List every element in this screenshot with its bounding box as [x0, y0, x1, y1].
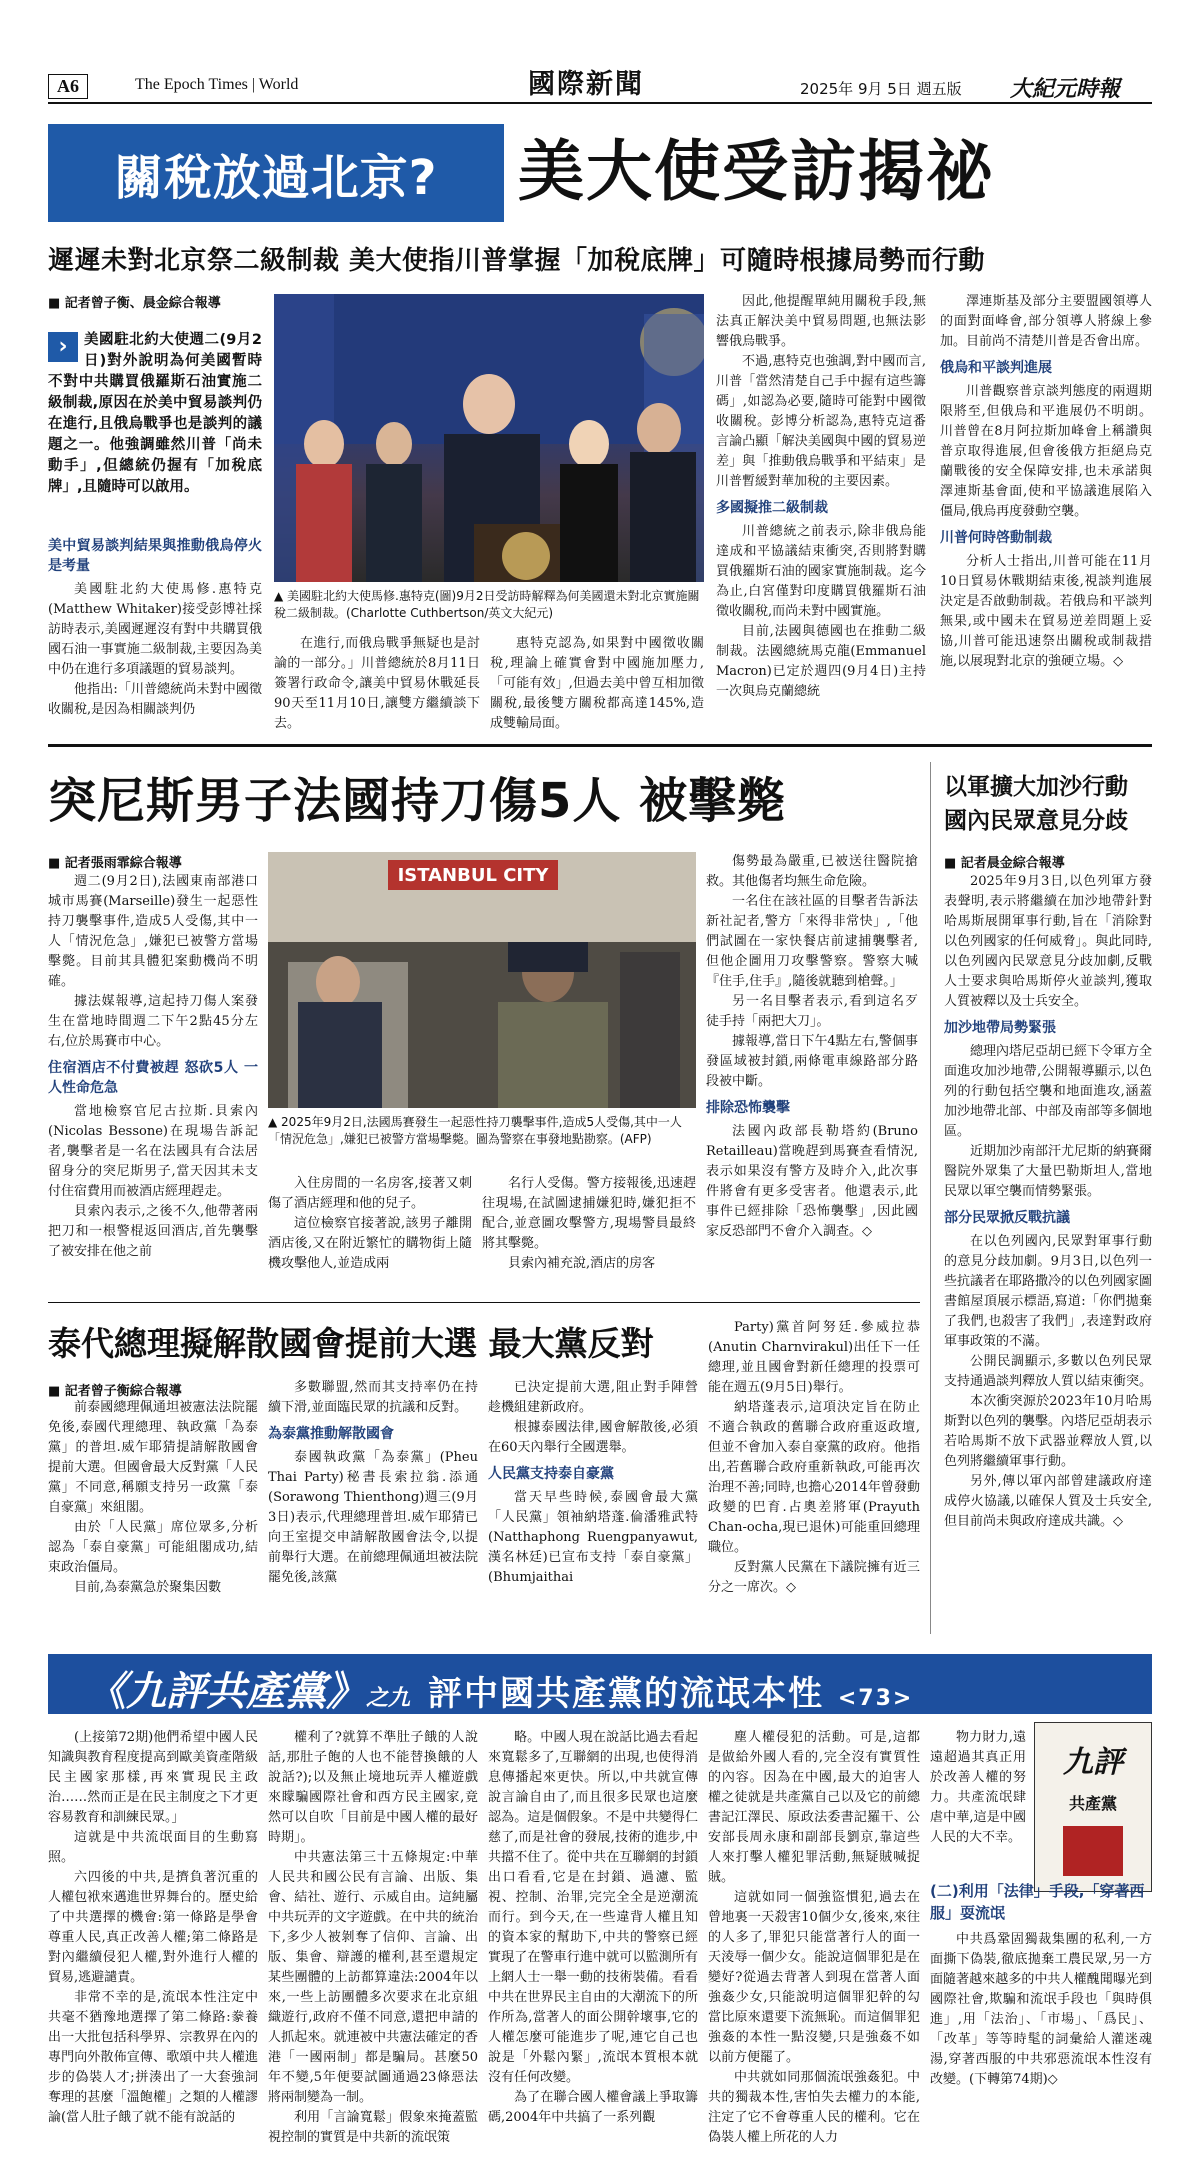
issue-date: 2025年 9月 5日 週五版 — [800, 80, 962, 98]
side-headline: 以軍擴大加沙行動 國內民眾意見分歧 — [944, 774, 1128, 834]
thai-byline: ■ 記者曾子衡綜合報導 — [48, 1384, 182, 1399]
thai-col4: Party)黨首阿努廷.參威拉恭(Anutin Charnvirakul)出任下一任總理,並且國會對新任總理的投票可能在週五(9月5日)舉行。 納塔蓬表示,這項決定旨在防止不適合執政的舊聯合政府重返政壇,但並不會加入泰自豪黨的政府。他指出,若舊聯合政府重新執政,可能再次治理不善;同時,也擔心2014年曾發動政變的巴育.占奧差將軍(Prayuth Chan-ocha,現已退休)可能重回總理職位。 反對黨人民黨在下議院擁有近三分之一席次。◇ — [708, 1320, 920, 1595]
series-col5a: 物力財力,遠遠超過其真正用於改善人權的努力。共產流氓肆虐中華,這是中國人民的大不幸。 — [930, 1730, 1026, 1845]
section-rule — [48, 744, 1152, 747]
series-subheading: (二)利用「法律」手段,「穿著西服」耍流氓 — [930, 1882, 1145, 1922]
arrow-icon: › — [48, 332, 78, 362]
series-col2: 權利了?就算不準肚子餓的人說話,那肚子飽的人也不能替換餓的人說話?);以及無止境地玩弄人權遊戲來矇騙國際社會和西方民主國家,竟然可以自吹「目前是中國人權的最好時期」。 中共憲法第三十五條規定:中華人民共和國公民有言論、出版、集會、結社、遊行、示威自由。這純屬中共玩弄的文字遊戲。在中共的統治下,多少人被剝奪了信仰、言論、出版、集會、辯護的權利,甚至還規定某些團體的上訪都算違法:2004年以來,一些上訪團體多次要求在北京組織遊行,政府不僅不同意,還把申請的人抓起來。就連被中共憲法確定的香港「一國兩制」都是騙局。甚麼50年不變,5年便要試圖通過23條惡法將兩制變為一制。 利用「言論寬鬆」假象來掩蓋監視控制的實質是中共新的流氓策 — [268, 1730, 478, 2145]
thai-rule — [48, 1302, 920, 1303]
series-title: 《九評共產黨》之九 — [86, 1668, 411, 1715]
book-title: 九評 — [1063, 1745, 1123, 1780]
page-number: A6 — [48, 74, 88, 99]
top-col4: 因此,他提醒單純用關稅手段,無法真正解決美中貿易問題,也無法影響俄烏戰爭。 不過,惠特克也強調,對中國而言,川普「當然清楚自己手中握有這些籌碼」,如認為必要,隨時可能對中國徵收關稅。彭博分析認為,惠特克這番言論凸顯「解決美國與中國的貿易逆差」與「推動俄烏戰爭和平結束」是川普暫緩對華加稅的主要因素。 多國擬推二級制裁 川普總統之前表示,除非俄烏能達成和平協議結束衝突,否則將對購買俄羅斯石油的國家實施制裁。迄今為止,白宮僅對印度購買俄羅斯石油徵收關稅,而尚未對中國實施。 目前,法國與德國也在推動二級制裁。法國總統馬克龍(Emmanuel Macron)已定於週四(9月4日)主持一次與烏克蘭總統 — [716, 294, 926, 699]
mid-caption: ▲ 2025年9月2日,法國馬賽發生一起惡性持刀襲擊事件,造成5人受傷,其中一人「情況危急」,嫌犯已被警方當場擊斃。圖為警察在事發地點勘察。(AFP) — [268, 1115, 682, 1146]
thai-headline: 泰代總理擬解散國會提前大選 最大黨反對 — [48, 1324, 654, 1363]
kicker-box: 關稅放過北京? — [48, 124, 504, 222]
top-byline: ■ 記者曾子衡、晨金綜合報導 — [48, 296, 221, 311]
series-col5b: 中共爲鞏固獨裁集團的私利,一方面撕下偽裝,徹底拋棄工農民眾,另一方面隨著越來越多的中共人權醜聞曝光到國際社會,欺騙和流氓手段也「與時俱進」,用「法治」、「市場」、「爲民」、「改革」等等時髦的詞彙給人灌迷魂湯,穿著西服的中共邪惡流氓本性沒有改變。(下轉第74期)◇ — [930, 1932, 1152, 2087]
top-photo — [274, 294, 704, 582]
top-col3b: 惠特克認為,如果對中國徵收關稅,理論上確實會對中國施加壓力,「可能有效」,但過去美中曾互相加徵關稅,最後雙方關稅都高達145%,造成雙輸局面。 — [490, 636, 704, 730]
section-title: 國際新聞 — [528, 69, 644, 100]
series-col1: (上接第72期)他們希望中國人民知識與教育程度提高到歐美資產階級民主國家那樣,再來實現民主政治……然而正是在民主制度之下才更容易教育和訓練民眾。」 這就是中共流氓面目的生動寫照。 六四後的中共,是擠負著沉重的人權包袱來邁進世界舞台的。歷史給了中共選擇的機會:第一條路是學會尊重人民,真正改善人權;第二條路是對內繼續侵犯人權,對外進行人權的貿易,逃避譴責。 非常不幸的是,流氓本性注定中共毫不猶豫地選擇了第二條路:豢養出一大批包括科學界、宗教界在內的專門向外散佈宣傳、歌頌中共人權進步的偽裝人才;拼湊出了一大套強詞奪理的甚麼「溫飽權」之類的人權謬論(當人肚子餓了就不能有說話的 — [48, 1730, 258, 2125]
sidebar-divider — [930, 762, 931, 1634]
book-cover — [1034, 1722, 1152, 1892]
top-col1: 美中貿易談判結果與推動俄烏停火是考量 美國駐北約大使馬修.惠特克(Matthew Whitaker)接受彭博社採訪時表示,美國遲遲沒有對中共購買俄國石油一事實施二級制裁,主要因為美中仍在進行多項議題的貿易談判。 他指出:「川普總統尚未對中國徵收關稅,是因為相關談判仍 — [48, 538, 262, 717]
police-scene-photo — [268, 852, 696, 1108]
mid-col3: 傷勢最為嚴重,已被送往醫院搶救。其他傷者均無生命危險。 一名住在該社區的目擊者告訴法新社記者,警方「來得非常快」,「他們試圖在一家快餐店前逮捕襲擊者,但他企圖用刀攻擊警察。警察大喊『住手,住手』,隨後就聽到槍聲。」 另一名目擊者表示,看到這名歹徒手持「兩把大刀」。 據報導,當日下午4點左右,警個事發區域被封鎖,兩條電車線路部分路段被中斷。 排除恐怖襲擊 法國內政部長勒塔約(Bruno Retailleau)當晚趕到馬賽查看情況,表示如果沒有警方及時介入,此次事件將會有更多受害者。他還表示,此事件已經排除「恐怖襲擊」,因此國家反恐部門不會介入調查。◇ — [706, 854, 918, 1239]
brand-name: The Epoch Times | World — [135, 76, 299, 93]
mid-headline: 突尼斯男子法國持刀傷5人 被擊斃 — [48, 773, 787, 829]
mid-col2a: 入住房間的一名房客,接著又刺傷了酒店經理和他的兒子。 這位檢察官接著說,該男子離開酒店後,又在附近繁忙的購物街上隨機攻擊他人,並造成兩 — [268, 1176, 472, 1271]
masthead-logo: 大紀元時報 — [1010, 76, 1121, 102]
series-subtitle: 評中國共產黨的流氓本性 <73> — [428, 1674, 914, 1714]
series-col4: 塵人權侵犯的活動。可是,這都是做給外國人看的,完全沒有實質性的內容。因為在中國,最大的迫害人權之徒就是共產黨自己以及它的前總書記江澤民、原政法委書記羅干、公安部長周永康和副部長劉京,靠這些人來打擊人權犯罪活動,無疑賊喊捉賊。 這就如同一個強盜慣犯,過去在曾地裏一天殺害10個少女,後來,來往的人多了,罪犯只能當著行人的面一天淩辱一個少女。能說這個罪犯是在變好?從過去背著人到現在當著人面強姦少女,只能說明這個罪犯幹的勾當比原來還要下流無恥。而這個罪犯強姦的本性一點沒變,只是強姦不如以前方便罷了。 中共就如同那個流氓強姦犯。中共的獨裁本性,害怕失去權力的本能,注定了它不會尊重人民的權利。它在偽裝人權上所花的人力 — [708, 1730, 920, 2145]
top-headline: 美大使受訪揭祕 — [518, 132, 994, 210]
press-conference-photo — [274, 294, 704, 582]
top-caption: ▲ 美國駐北約大使馬修.惠特克(圖)9月2日受訪時解釋為何美國還未對北京實施關稅二級制裁。(Charlotte Cuthbertson/英文大紀元) — [274, 589, 700, 620]
mid-col2b: 名行人受傷。警方接報後,迅速趕往現場,在試圖逮捕嫌犯時,嫌犯拒不配合,並意圖攻擊警方,現場警員最終將其擊斃。 貝索內補充說,酒店的房客 — [482, 1176, 696, 1271]
mid-photo — [268, 852, 696, 1108]
side-byline: ■ 記者晨金綜合報導 — [944, 856, 1065, 871]
series-col3: 略。中國人現在說話比過去看起來寬鬆多了,互聯網的出現,也使得消息傳播起來更快。所以,中共就宣傳說言論自由了,而且很多民眾也這麼認為。這是個假象。不是中共變得仁慈了,而是社會的發展,技術的進步,中共擋不住了。從中共在互聯網的封鎖出口看看,它是在封鎖、過濾、監視、控制、治罪,完完全全是逆潮流而行。到今天,在一些違背人權且知的資本家的幫助下,中共的警察已經實現了在警車行進中就可以監測所有上網人士一舉一動的技術裝備。看看中共在世界民主自由的大潮流下的所作所為,當著人的面公開幹壞事,它的人權怎麼可能進步了呢,連它自己也說是「外鬆內緊」,流氓本質根本就沒有任何改變。 為了在聯合國人權會議上爭取籌碼,2004年中共搞了一系列觀 — [488, 1730, 698, 2125]
shop-sign: ISTANBUL CITY — [397, 865, 549, 886]
book-subtitle: 共產黨 — [1068, 1794, 1117, 1813]
top-col3a: 在進行,而俄烏戰爭無疑也是討論的一部分。」川普總統於8月11日簽署行政命令,讓美中貿易休戰延長90天至11月10日,讓雙方繼續談下去。 — [274, 636, 480, 730]
side-body: 2025年9月3日,以色列軍方發表聲明,表示將繼續在加沙地帶針對哈馬斯展開軍事行動,旨在「消除對以色列國家的任何威脅」。與此同時,以色列國內民眾意見分歧加劇,反戰人士要求與哈馬斯停火並談判,獲取人質被釋以及士兵安全。 加沙地帶局勢緊張 總理內塔尼亞胡已經下令軍方全面進攻加沙地帶,公開報導顯示,以色列的行動包括空襲和地面進攻,涵蓋加沙地帶北部、中部及南部等多個地區。 近期加沙南部汗尤尼斯的納賽爾醫院外眾集了大量巴勒斯坦人,當地民眾以軍空襲而情勢緊張。 部分民眾掀反戰抗議 在以色列國內,民眾對軍事行動的意見分歧加劇。9月3日,以色列一些抗議者在耶路撒冷的以色列國家圖書館屋頂展示標語,寫道:「你們拋棄了我們,也殺害了我們」,表達對政府軍事政策的不滿。 公開民調顯示,多數以色列民眾支持通過談判釋放人質以結束衝突。 本次衝突源於2023年10月哈馬斯對以色列的襲擊。內塔尼亞胡表示若哈馬斯不放下武器並釋放人質,以色列將繼續軍事行動。 另外,傳以軍內部曾建議政府達成停火協議,以確保人質及士兵安全,但目前尚未與政府達成共識。◇ — [944, 874, 1152, 1529]
top-lead: › 美國駐北約大使週二(9月2日)對外說明為何美國暫時不對中共購買俄羅斯石油實施二級制裁,原因在於美中貿易談判仍在進行,且俄烏戰爭也是談判的議題之一。他強調雖然川普「尚未動手」,但總統仍握有「加稅底牌」,且隨時可以啟用。 — [48, 332, 262, 495]
thai-col2: 多數聯盟,然而其支持率仍在持續下滑,並面臨民眾的抗議和反對。 為泰黨推動解散國會 泰國執政黨「為泰黨」(Pheu Thai Party)秘書長索拉翁.添通(Sorawong Thienthong)週三(9月3日)表示,代理總理普坦.威乍耶猜已向王室提交申請解散國會法令,以提前舉行大選。在前總理佩通坦被法院罷免後,該黨 — [268, 1380, 478, 1585]
top-deck: 遲遲未對北京祭二級制裁 美大使指川普掌握「加稅底牌」可隨時根據局勢而行動 — [48, 246, 986, 276]
top-col5: 澤連斯基及部分主要盟國領導人的面對面峰會,部分領導人將線上參加。目前尚不清楚川普是否會出席。 俄烏和平談判進展 川普觀察普京談判態度的兩週期限將至,但俄烏和平進展仍不明朗。川普曾在8月阿拉斯加峰會上稱讚與普京取得進展,但會後俄方拒絕烏克蘭戰後的安全保障安排,也未承諾與澤連斯基會面,使和平協議進展陷入僵局,俄烏再度發動空襲。 川普何時啓動制裁 分析人士指出,川普可能在11月10日貿易休戰期結束後,視談判進展決定是否啟動制裁。若俄烏和平談判無果,或中國未在貿易逆差問題上妥協,川普可能迅速祭出關稅或制裁措施,以展現對北京的強硬立場。◇ — [940, 294, 1152, 669]
mid-byline: ■ 記者張雨霏綜合報導 — [48, 856, 182, 871]
book-emblem — [1063, 1826, 1123, 1876]
thai-col3: 已決定提前大選,阻止對手陣營趁機組建新政府。 根據泰國法律,國會解散後,必須在60天內舉行全國選舉。 人民黨支持泰自豪黨 當天早些時候,泰國會最大黨「人民黨」領袖納塔蓬.倫潘雅武特(Natthaphong Ruengpanyawut,漢名林廷)已宣布支持「泰自豪黨」(Bhumjaithai — [488, 1380, 698, 1585]
thai-col1: 前泰國總理佩通坦被憲法法院罷免後,泰國代理總理、執政黨「為泰黨」的普坦.威乍耶猜提請解散國會提前大選。但國會最大反對黨「人民黨」不同意,稱願支持另一政黨「泰自豪黨」來組閣。 由於「人民黨」席位眾多,分析認為「泰自豪黨」可能組閣成功,結束政治僵局。 目前,為泰黨急於聚集因數 — [48, 1400, 258, 1595]
mid-col1: 週二(9月2日),法國東南部港口城市馬賽(Marseille)發生一起惡性持刀襲擊事件,造成5人受傷,其中一人「情況危急」,嫌犯已被警方當場擊斃。目前其具體犯案動機尚不明確。 據法媒報導,這起持刀傷人案發生在當地時間週二下午2點45分左右,位於馬賽市中心。 住宿酒店不付費被趕 怒砍5人 一人性命危急 當地檢察官尼古拉斯.貝索內(Nicolas Bessone)在現場告訴記者,襲擊者是一名在法國具有合法居留身分的突尼斯男子,當天因其未支付住宿費用而被酒店經理趕走。 貝索內表示,之後不久,他帶著兩把刀和一根警棍返回酒店,首先襲擊了被安排在他之前 — [48, 874, 258, 1259]
